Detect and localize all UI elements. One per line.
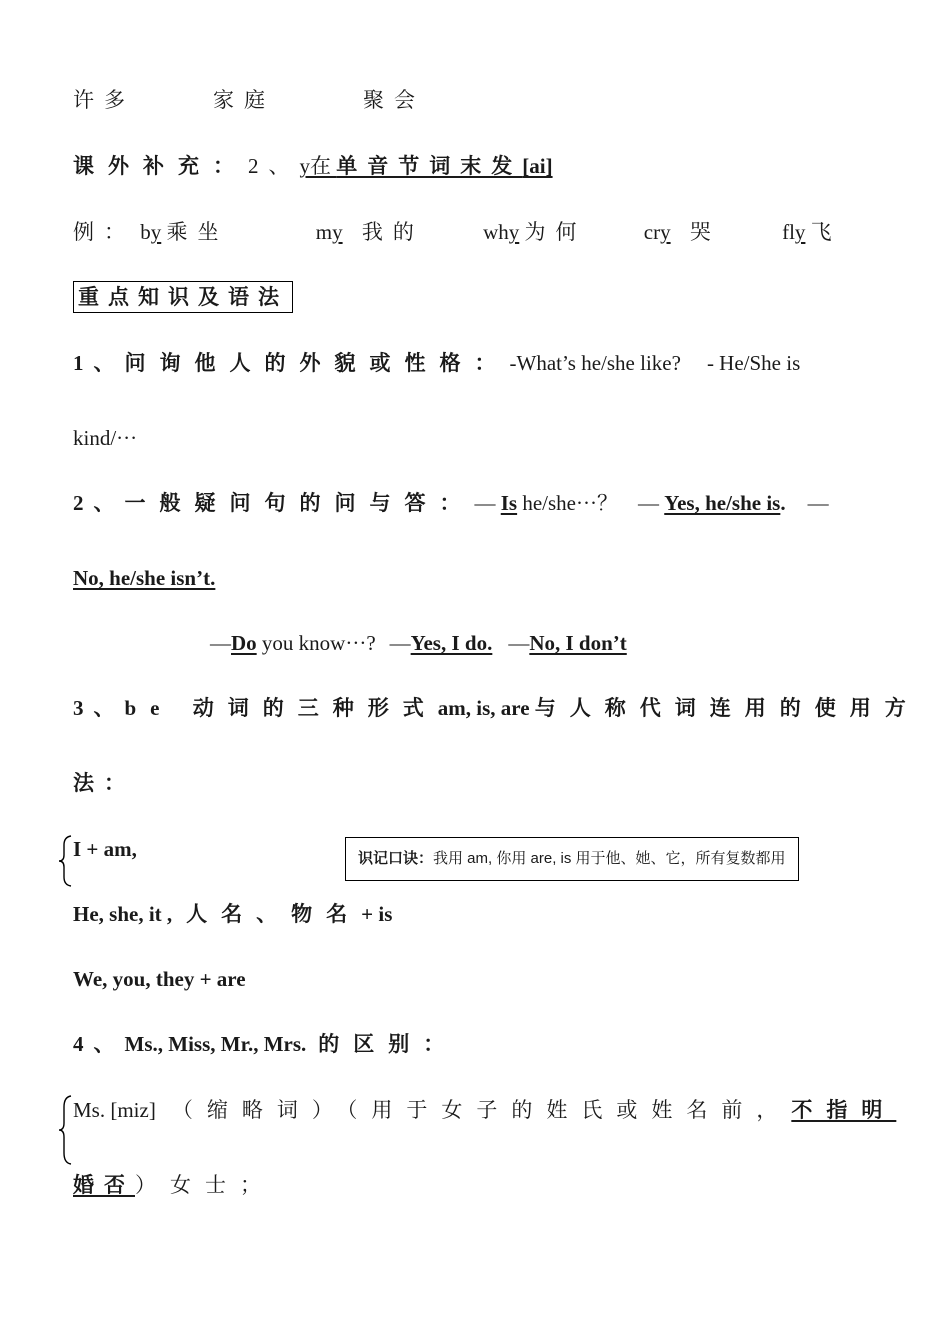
mnemonic-box <box>345 837 799 881</box>
ms-abbr: （缩略词） <box>171 1098 347 1122</box>
ms-line-continued <box>73 1171 275 1199</box>
point-1-title: 问询他人的外貌或性格： <box>124 351 510 375</box>
word-party: 聚会 <box>363 88 425 112</box>
point-4 <box>73 1030 458 1058</box>
point-4-num: 4、 <box>73 1032 125 1056</box>
point-3-title-b: 与人称代词连用的使用方 <box>534 696 920 720</box>
mnemonic-text: 我用 am, 你用 are, is 用于他、她、它，所有复数都用 <box>433 850 786 867</box>
mnemonic-label: 识记口诀： <box>358 850 434 867</box>
example-item: cry 哭 <box>643 220 721 244</box>
point-4-title: 的区别： <box>318 1032 459 1056</box>
ms-line <box>73 1096 896 1124</box>
ms-end: ）女士； <box>135 1173 275 1197</box>
extra-label: 课外补充： <box>73 154 248 178</box>
point-3-num: 3、 <box>73 696 125 720</box>
word-many: 许多 <box>73 88 135 112</box>
ms-emphasis: 不指明 <box>791 1098 897 1122</box>
yes-i-do: Yes, I do. <box>410 631 493 655</box>
do-word: Do <box>231 631 257 655</box>
extra-rule-underlined <box>300 154 553 178</box>
point-1 <box>73 349 800 377</box>
example-item: fly 飞 <box>782 220 842 244</box>
extra-y: y <box>299 154 310 178</box>
extra-rule: 单音节词末发 <box>336 154 523 178</box>
point-1-num: 1、 <box>73 351 125 375</box>
point-3 <box>73 694 920 722</box>
point-2-do-question: —Do you know···? —Yes, I do. —No, I don’t <box>210 631 627 655</box>
no-i-dont: No, I don’t <box>529 631 627 655</box>
point-2-num: 2、 <box>73 491 125 515</box>
point-1-answer: - He/She is <box>706 351 801 375</box>
be-forms: am, is, are <box>437 696 530 720</box>
point-1-question: -What’s he/she like? <box>509 351 681 375</box>
yes-answer: Yes, he/she is <box>664 491 781 515</box>
brace-icon <box>58 835 74 887</box>
no-answer: No, he/she isn’t. <box>73 566 216 590</box>
point-2-no-answer <box>73 564 215 592</box>
rule-he-she-it: He, she, it , 人名、物名+ is <box>73 902 393 926</box>
rule-we-you-they: We, you, they + are <box>73 967 246 991</box>
extra-supplement-line <box>73 152 553 180</box>
point-2-title: 一般疑问句的问与答： <box>124 491 475 515</box>
ms-emphasis-2: 婚否 <box>73 1173 135 1197</box>
ms-word: Ms. [miz] <box>73 1098 156 1122</box>
extra-zai: 在 <box>310 154 331 178</box>
section-title: 重点知识及语法 <box>73 281 293 313</box>
point-3-title-c: 法： <box>73 771 135 795</box>
point-3-title-a: be 动词的三种形式 <box>124 696 438 720</box>
example-item: by 乘坐 <box>140 220 229 244</box>
extra-bracket: [ai] <box>522 154 553 178</box>
examples-label: 例： <box>73 220 135 244</box>
ms-usage: （用于女子的姓氏或姓名前， <box>346 1098 792 1122</box>
extra-num: 2、 <box>248 154 300 178</box>
point-2: 2、一般疑问句的问与答：— Is he/she···？ — Yes, he/she is. — <box>73 491 829 515</box>
word-family: 家庭 <box>213 88 275 112</box>
example-item: why 为何 <box>483 220 587 244</box>
vocab-line <box>73 86 425 114</box>
examples-line <box>73 218 842 246</box>
rule-i-am: I + am, <box>73 837 137 861</box>
is-word: Is <box>500 491 518 515</box>
point-4-words: Ms., Miss, Mr., Mrs. <box>124 1032 307 1056</box>
example-item: my 我的 <box>315 220 424 244</box>
point-1-continued: kind/··· <box>73 426 138 450</box>
brace-icon <box>58 1095 74 1165</box>
